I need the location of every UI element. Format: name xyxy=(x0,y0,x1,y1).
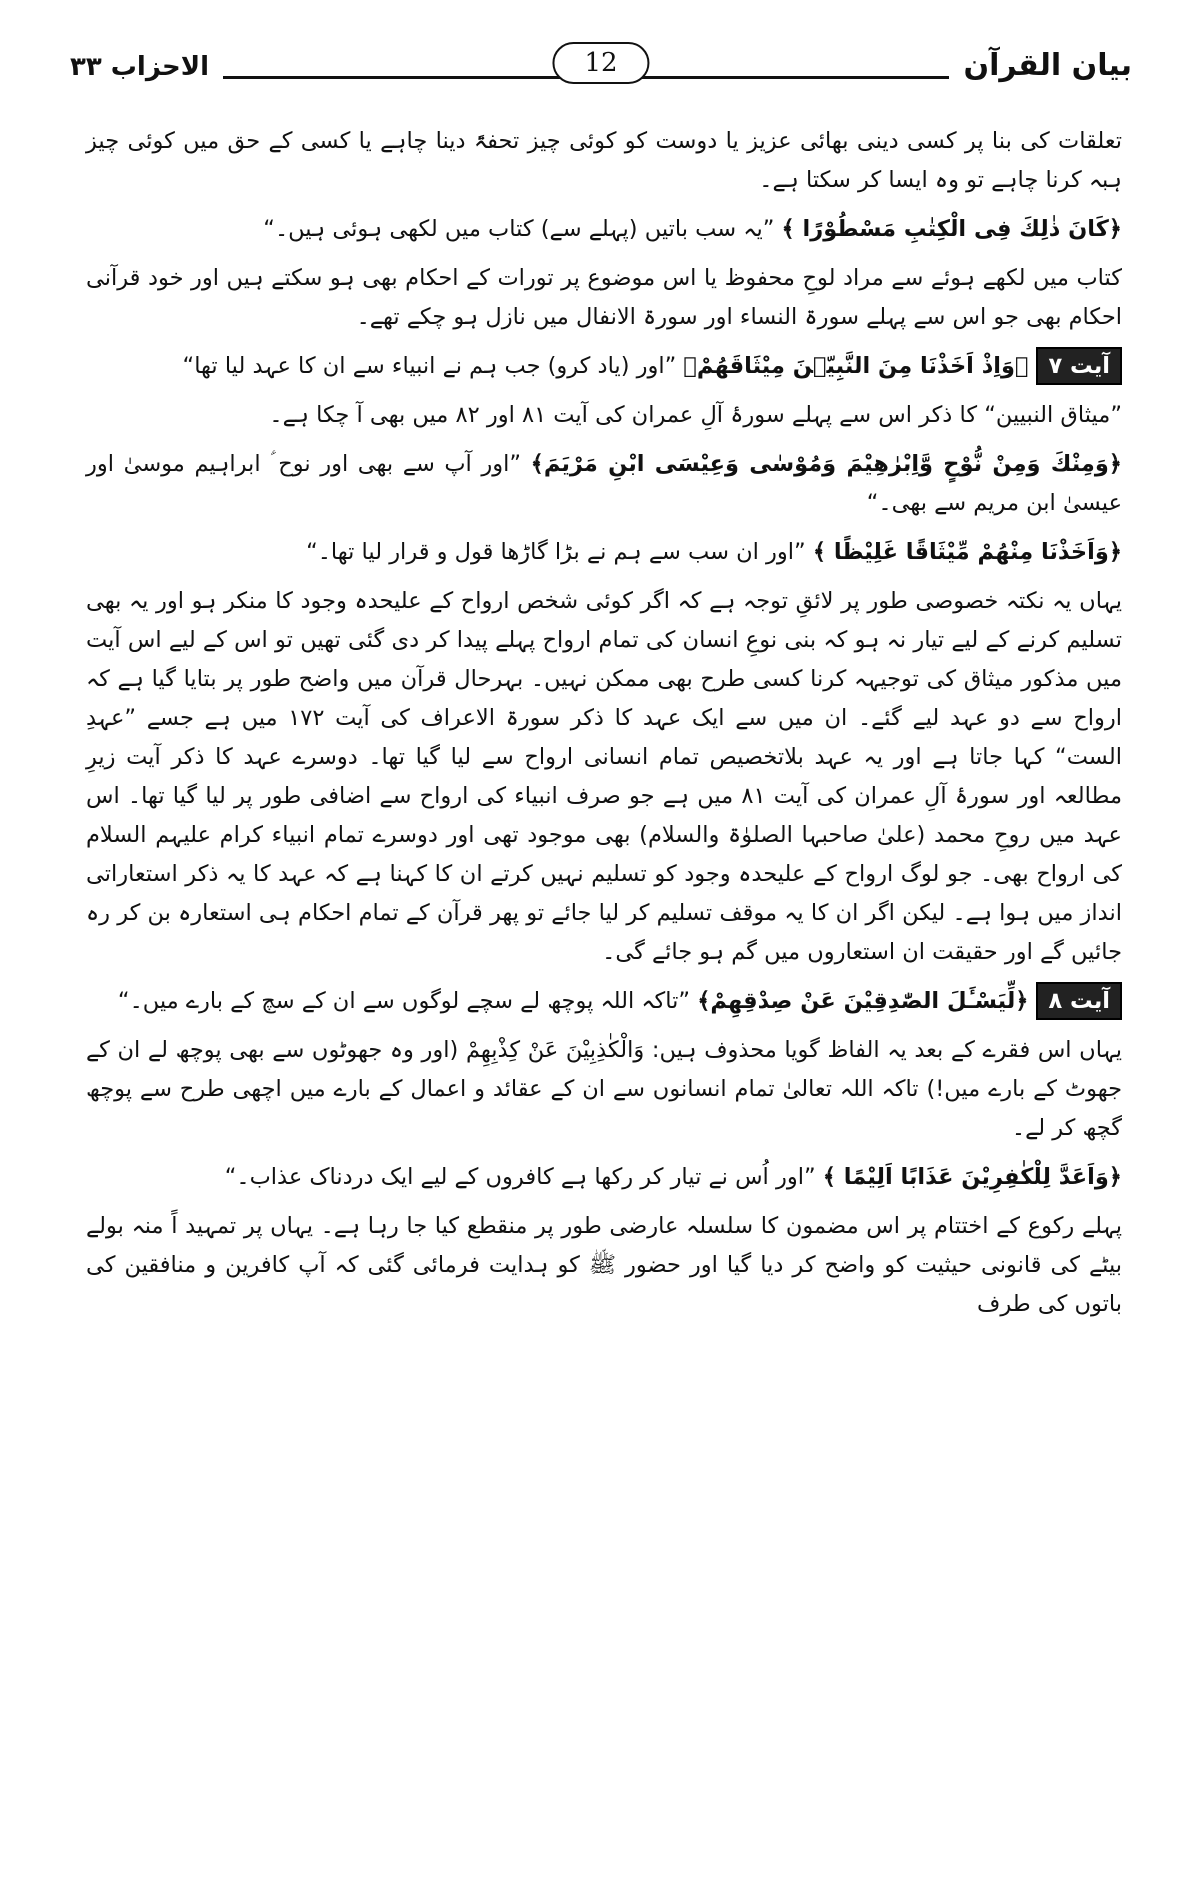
verse-translation: ”یہ سب باتیں (پہلے سے) کتاب میں لکھی ہوئی ہیں۔“ xyxy=(263,216,775,242)
verse-paragraph xyxy=(86,210,1122,249)
paragraph-text: ”میثاق النبیین“ کا ذکر اس سے پہلے سورۂ آلِ عمران کی آیت ۸۱ اور ۸۲ میں بھی آ چکا ہے۔ xyxy=(269,402,1122,428)
verse-paragraph xyxy=(86,533,1122,572)
verse-translation: ”اور (یاد کرو) جب ہم نے انبیاء سے ان کا عہد لیا تھا“ xyxy=(182,353,677,379)
verse-paragraph xyxy=(86,982,1122,1021)
surah-label: الاحزاب ۳۳ xyxy=(70,52,223,82)
verse-translation: ”تاکہ اللہ پوچھ لے سچے لوگوں سے ان کے سچ کے بارے میں۔“ xyxy=(117,988,691,1014)
page-number: 12 xyxy=(552,42,649,84)
verse-paragraph xyxy=(86,347,1122,386)
verse-paragraph xyxy=(86,1158,1122,1197)
paragraph xyxy=(86,396,1122,435)
paragraph xyxy=(86,1031,1122,1148)
paragraph-text: یہاں اس فقرے کے بعد یہ الفاظ گویا محذوف ہیں: وَالْكٰذِبِيْنَ عَنْ كِذْبِهِمْ (اور وہ جھوٹوں سے بھی پوچھ لے ان کے جھوٹ کے بارے میں!) تاکہ اللہ تعالیٰ تمام انسانوں سے ان کے عقائد و اعمال کے بارے میں اچھی طرح سے پوچھ گچھ کر لے۔ xyxy=(86,1037,1122,1141)
arabic-verse: ﴿وَاَخَذْنَا مِنْهُمْ مِّيْثَاقًا غَلِيْظًا ﴾ xyxy=(812,539,1122,565)
paragraph xyxy=(86,582,1122,972)
paragraph-text: کتاب میں لکھے ہوئے سے مراد لوحِ محفوظ یا اس موضوع پر تورات کے احکام بھی ہو سکتے ہیں اور خود قرآنی احکام بھی جو اس سے پہلے سورۃ النساء اور سورۃ الانفال میں نازل ہو چکے تھے۔ xyxy=(86,265,1122,330)
arabic-verse: ﴿كَانَ ذٰلِكَ فِى الْكِتٰبِ مَسْطُوْرًا ﴾ xyxy=(781,216,1122,242)
verse-translation: ”اور ان سب سے ہم نے بڑا گاڑھا قول و قرار لیا تھا۔“ xyxy=(306,539,806,565)
arabic-verse: ﴿وَاَعَدَّ لِلْكٰفِرِيْنَ عَذَابًا اَلِيْمًا ﴾ xyxy=(822,1164,1122,1190)
paragraph-text: پہلے رکوع کے اختتام پر اس مضمون کا سلسلہ عارضی طور پر منقطع کیا جا رہا ہے۔ یہاں پر تمہید اً منہ بولے بیٹے کی قانونی حیثیت کو واضح کر دیا گیا اور حضور ﷺ کو ہدایت فرمائی گئی کہ آپ کافرین و منافقین کی باتوں کی طرف xyxy=(86,1213,1122,1317)
verse-translation: ”اور اُس نے تیار کر رکھا ہے کافروں کے لیے ایک دردناک عذاب۔“ xyxy=(224,1164,816,1190)
book-title: بیان القرآن xyxy=(949,48,1132,83)
paragraph-text: تعلقات کی بنا پر کسی دینی بھائی عزیز یا دوست کو کوئی چیز تحفۃً دینا چاہے یا کسی کے حق میں کوئی چیز ہبہ کرنا چاہے تو وہ ایسا کر سکتا ہے۔ xyxy=(86,128,1122,193)
arabic-verse: ﴿وَاِذْ اَخَذْنَا مِنَ النَّبِيّٖنَ مِيْثَاقَهُمْ﴾ xyxy=(683,353,1029,379)
arabic-verse: ﴿وَمِنْكَ وَمِنْ نُّوْحٍ وَّاِبْرٰهِيْمَ وَمُوْسٰى وَعِيْسَى ابْنِ مَرْيَمَ﴾ xyxy=(530,451,1122,477)
paragraph-text: یہاں یہ نکتہ خصوصی طور پر لائقِ توجہ ہے کہ اگر کوئی شخص ارواح کے علیحدہ وجود کا منکر ہو اور یہ بھی تسلیم کرنے کے لیے تیار نہ ہو کہ بنی نوعِ انسان کی تمام ارواح پہلے پیدا کر دی گئی تھیں تو اس کے لیے اس آیت میں مذکور میثاق کی توجیہہ کرنا کسی طرح بھی ممکن نہیں۔ بہرحال قرآن میں واضح طور پر بتایا گیا ہے کہ ارواح سے دو عہد لیے گئے۔ ان میں سے ایک عہد کا ذکر سورۃ الاعراف کی آیت ۱۷۲ میں ہے جسے ”عہدِ الست“ کہا جاتا ہے اور یہ عہد بلاتخصیص تمام انسانی ارواح سے لیا گیا تھا۔ دوسرے عہد کا ذکر آیت زیرِ مطالعہ اور سورۂ آلِ عمران کی آیت ۸۱ میں ہے جو صرف انبیاء کی ارواح سے اضافی طور پر لیا گیا تھا۔ اس عہد میں روحِ محمد (علیٰ صاحبہا الصلوٰۃ والسلام) بھی موجود تھی اور دوسرے تمام انبیاء کرام علیہم السلام کی ارواح بھی۔ جو لوگ ارواح کے علیحدہ وجود کو تسلیم نہیں کرتے ان کا کہنا ہے کہ عہد کا یہ ذکر استعاراتی انداز میں ہوا ہے۔ لیکن اگر ان کا یہ موقف تسلیم کر لیا جائے تو پھر قرآن کے تمام احکام ہی استعارہ بن کر رہ جائیں گے اور حقیقت ان استعاروں میں گم ہو جائے گی۔ xyxy=(86,588,1122,965)
paragraph xyxy=(86,259,1122,337)
paragraph xyxy=(86,1207,1122,1324)
ayah-number-badge: آیت ۸ xyxy=(1036,982,1122,1020)
page-header xyxy=(70,36,1132,106)
paragraph xyxy=(86,122,1122,200)
arabic-verse: ﴿لِّيَسْـَٔلَ الصّٰدِقِيْنَ عَنْ صِدْقِهِمْ﴾ xyxy=(697,988,1029,1014)
verse-paragraph xyxy=(86,445,1122,523)
verse-translation: ”اور آپ سے بھی اور نوح ؑ ابراہیم موسیٰ اور عیسیٰ ابن مریم سے بھی۔“ xyxy=(86,451,1122,516)
ayah-number-badge: آیت ۷ xyxy=(1036,347,1122,385)
page-body xyxy=(86,122,1122,1334)
